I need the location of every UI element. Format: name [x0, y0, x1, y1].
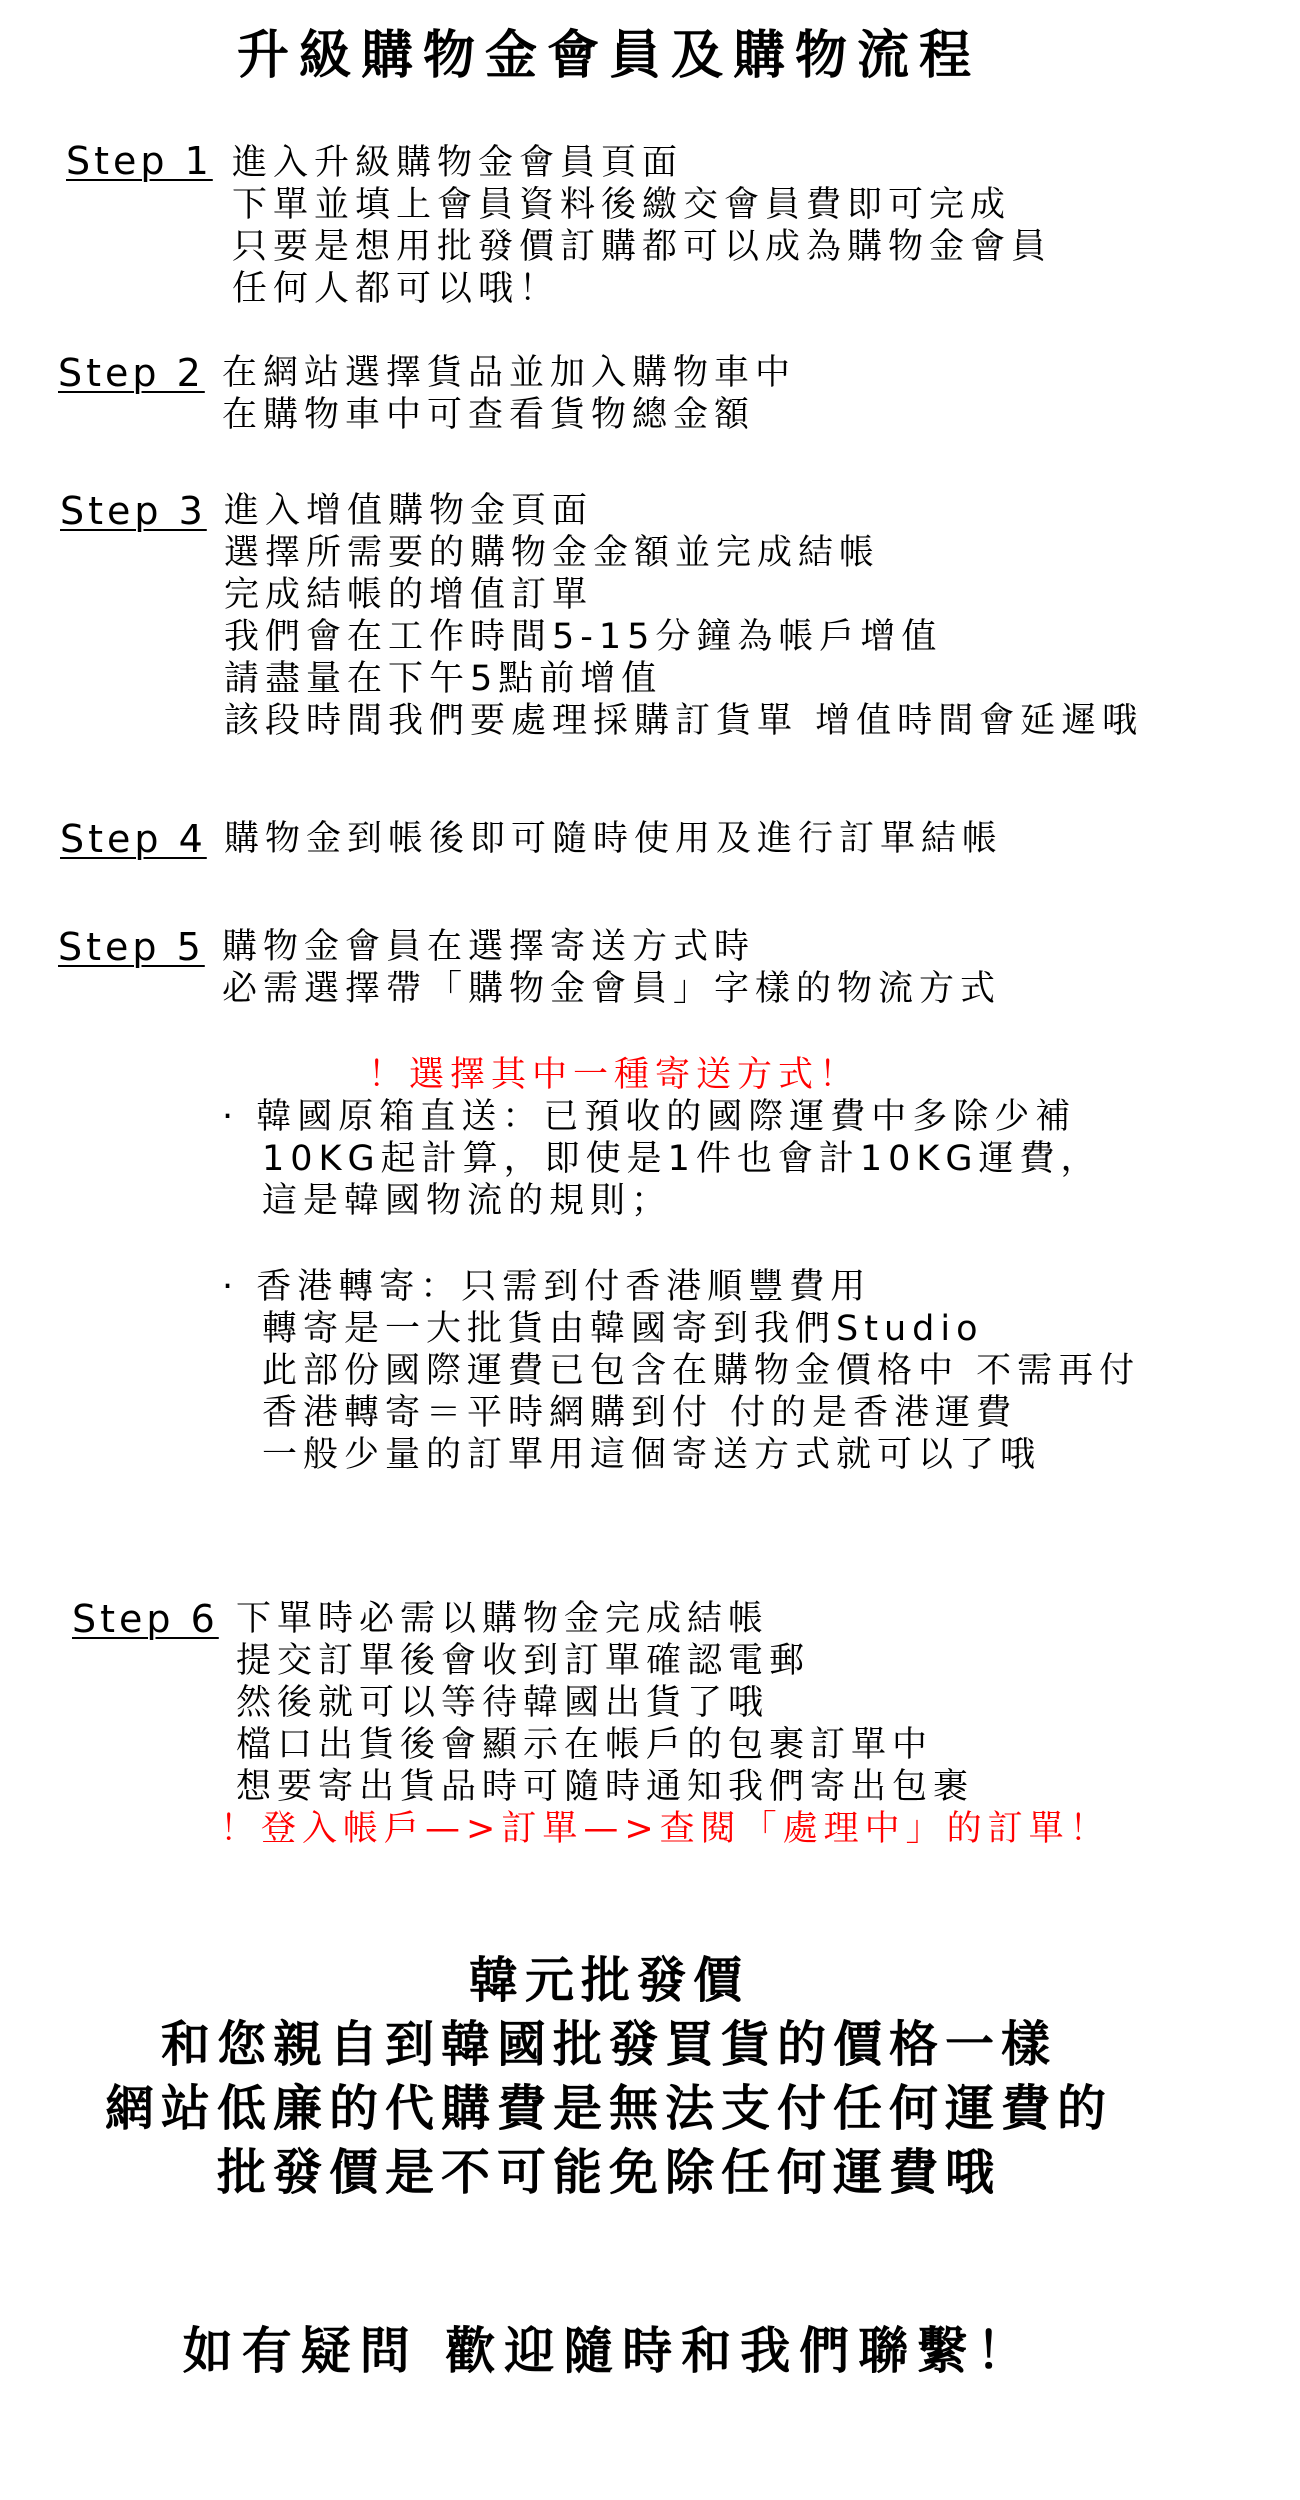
step-1-line: 下單並填上會員資料後繳交會員費即可完成	[232, 185, 1012, 225]
step-6-line: 檔口出貨後會顯示在帳戶的包裹訂單中	[236, 1725, 934, 1765]
step-3-label: Step 3	[60, 489, 207, 533]
step-6-line: 下單時必需以購物金完成結帳	[236, 1599, 770, 1639]
shipping-option-line: 此部份國際運費已包含在購物金價格中 不需再付	[262, 1351, 1141, 1391]
shipping-option-line: · 韓國原箱直送：已預收的國際運費中多除少補	[222, 1097, 1077, 1137]
closing-line: 網站低廉的代購費是無法支付任何運費的	[104, 2080, 1113, 2137]
step-3-line: 完成結帳的增值訂單	[224, 575, 594, 615]
step-3-line: 進入增值購物金頁面	[224, 491, 594, 531]
step-6-line: 想要寄出貨品時可隨時通知我們寄出包裹	[236, 1767, 975, 1807]
shipping-option-line: 一般少量的訂單用這個寄送方式就可以了哦	[262, 1435, 1042, 1475]
step-3-line: 該段時間我們要處理採購訂貨單 增值時間會延遲哦	[224, 701, 1144, 741]
step-6-label: Step 6	[72, 1597, 219, 1641]
step-1-line: 只要是想用批發價訂購都可以成為購物金會員	[232, 227, 1053, 267]
step-5-line: 購物金會員在選擇寄送方式時	[222, 927, 756, 967]
step-2-line: 在網站選擇貨品並加入購物車中	[222, 353, 797, 393]
closing-line: 韓元批發價	[468, 1952, 749, 2009]
closing-line: 批發價是不可能免除任何運費哦	[216, 2144, 1001, 2201]
shipping-option-line: 轉寄是一大批貨由韓國寄到我們Studio	[262, 1309, 984, 1349]
shipping-notice: ！選擇其中一種寄送方式！	[368, 1055, 861, 1095]
step-2-label: Step 2	[58, 351, 205, 395]
step-6-line: 提交訂單後會收到訂單確認電郵	[236, 1641, 811, 1681]
shipping-option-line: 香港轉寄＝平時網購到付 付的是香港運費	[262, 1393, 1018, 1433]
step-2-line: 在購物車中可查看貨物總金額	[222, 395, 756, 435]
step-6-line: 然後就可以等待韓國出貨了哦	[236, 1683, 770, 1723]
step-1-label: Step 1	[66, 139, 213, 183]
step-5-line: 必需選擇帶「購物金會員」字樣的物流方式	[222, 969, 1002, 1009]
step-3-line: 我們會在工作時間5-15分鐘為帳戶增值	[224, 617, 943, 657]
closing-line: 和您親自到韓國批發買貨的價格一樣	[160, 2016, 1057, 2073]
shipping-option-line: 這是韓國物流的規則；	[262, 1181, 673, 1221]
step-3-line: 選擇所需要的購物金金額並完成結帳	[224, 533, 881, 573]
contact-line: 如有疑問 歡迎隨時和我們聯繫！	[182, 2322, 1036, 2380]
step-3-line: 請盡量在下午5點前增值	[224, 659, 663, 699]
step-5-label: Step 5	[58, 925, 205, 969]
step-1-line: 進入升級購物金會員頁面	[232, 143, 684, 183]
order-notice: ！登入帳戶—>訂單—>查閱「處理中」的訂單！	[220, 1809, 1111, 1849]
step-4-line: 購物金到帳後即可隨時使用及進行訂單結帳	[224, 819, 1004, 859]
step-1-line: 任何人都可以哦！	[232, 269, 561, 309]
shipping-option-line: 10KG起計算，即使是1件也會計10KG運費，	[262, 1139, 1102, 1179]
shipping-option-line: · 香港轉寄：只需到付香港順豐費用	[222, 1267, 872, 1307]
page-title: 升級購物金會員及購物流程	[236, 26, 981, 86]
step-4-label: Step 4	[60, 817, 207, 861]
